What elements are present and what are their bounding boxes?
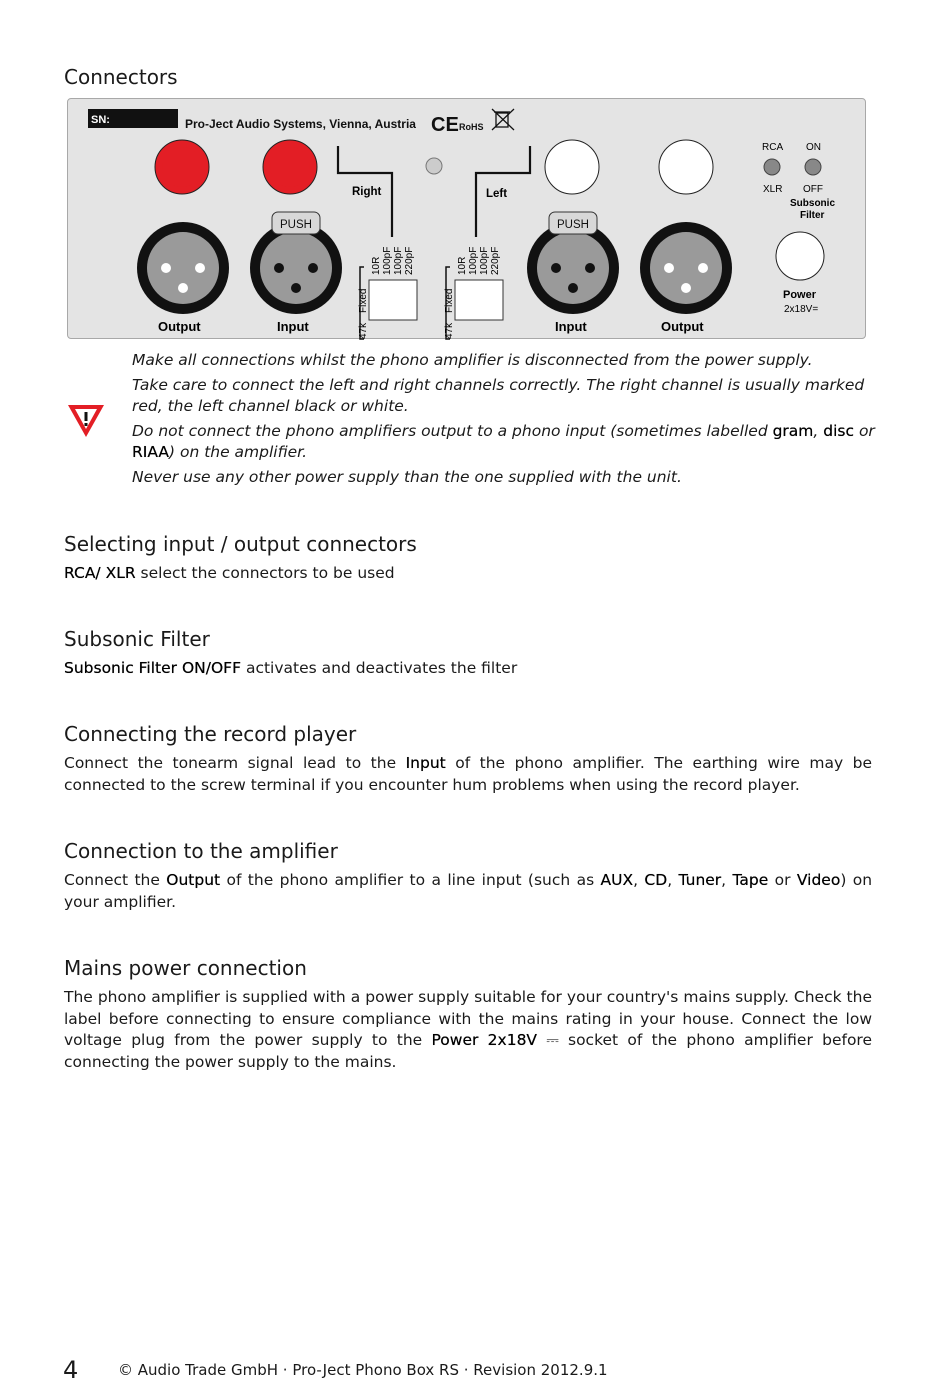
rear-panel-diagram [67,98,866,339]
dip-value-left-1: 100pF [468,246,479,275]
dip-value-left-3: 220pF [490,246,501,275]
subsonic-label: Subsonic [790,198,836,209]
xlr-output-right [640,222,732,314]
warning-1: Make all connections whilst the phono amplifier is disconnected from the power supply. [132,351,813,369]
rca-white-input [545,140,599,194]
dip-value-left-0: 10R [457,256,468,275]
subsonic-text: Subsonic Filter ON/OFF activates and deactivates the filter [64,659,518,677]
power-label: Power [783,289,817,301]
ground-screw [426,158,442,174]
push-label-2: PUSH [557,219,589,231]
ce-mark: CE [431,114,459,136]
selecting-text: RCA/ XLR select the connectors to be used [64,564,395,582]
subsonic-switch [805,159,821,175]
mains-text: The phono amplifier is supplied with a power supply suitable for your country's mains supply. Check the label before connecting to ensure compliance with the mains rating in your house. Connect the low voltage plug from the power supply to the Power 2x18V ⎓ socket of the phono amplifier before connecting the power supply to the mains. [64,988,872,1071]
push-label-1: PUSH [280,219,312,231]
footer-text: © Audio Trade GmbH · Pro-Ject Phono Box RS · Revision 2012.9.1 [118,1361,608,1379]
47k-label-1: 47k [358,322,369,339]
power-voltage-label: 2x18V= [784,304,819,315]
power-socket [776,232,824,280]
rca-white-output [659,140,713,194]
fixed-label-2: Fixed [444,288,455,313]
filter-label: Filter [800,210,825,221]
xlr-output-left [137,222,229,314]
warning-4: Never use any other power supply than the one supplied with the unit. [132,467,682,486]
amplifier-text: Connect the Output of the phono amplifier to a line input (such as AUX, CD, Tuner, Tape or Video) on your amplifier. [64,871,873,911]
dip-value-left-2: 100pF [479,246,490,275]
warning-3: Do not connect the phono amplifiers output to a phono input (sometimes labelled gram, disc or RIAA) on the amplifier. [132,421,875,461]
dip-value-right-3: 220pF [404,246,415,275]
left-label: Left [486,188,508,200]
sn-label: SN: [91,114,110,126]
dip-value-right-0: 10R [371,256,382,275]
rohs-mark: RoHS [459,122,484,132]
rca-switch-label: RCA [762,142,784,153]
page-number: 4 [63,1356,79,1384]
47k-label-2: 47k [444,322,455,339]
heading-mains: Mains power connection [64,956,307,980]
output-left-label: Output [158,319,201,334]
maker-label: Pro-Ject Audio Systems, Vienna, Austria [185,117,416,131]
heading-selecting: Selecting input / output connectors [64,532,417,556]
heading-subsonic: Subsonic Filter [64,627,210,651]
xlr-switch-label: XLR [763,184,783,195]
warning-list [132,350,880,491]
output-right-label: Output [661,319,704,334]
input-left-label: Input [277,319,309,334]
on-switch-label: ON [806,142,821,153]
dip-value-right-2: 100pF [393,246,404,275]
weee-bin-icon [492,109,514,130]
heading-amplifier: Connection to the amplifier [64,839,338,863]
right-label: Right [352,186,382,198]
heading-connectors: Connectors [64,65,178,89]
input-right-label: Input [555,319,587,334]
dip-switch-left [444,247,503,339]
heading-record-player: Connecting the record player [64,722,357,746]
dip-value-right-1: 100pF [382,246,393,275]
rca-xlr-switch [764,159,780,175]
record-player-text: Connect the tonearm signal lead to the Input of the phono amplifier. The earthing wire may be connected to the screw terminal if you encounter hum problems when using the record player. [64,754,872,794]
fixed-label-1: Fixed [358,288,369,313]
warning-2: Take care to connect the left and right channels correctly. The right channel is usually marked red, the left channel black or white. [132,375,865,415]
warning-triangle-icon [66,403,106,439]
off-switch-label: OFF [803,184,823,195]
dip-switch-right [358,247,417,339]
